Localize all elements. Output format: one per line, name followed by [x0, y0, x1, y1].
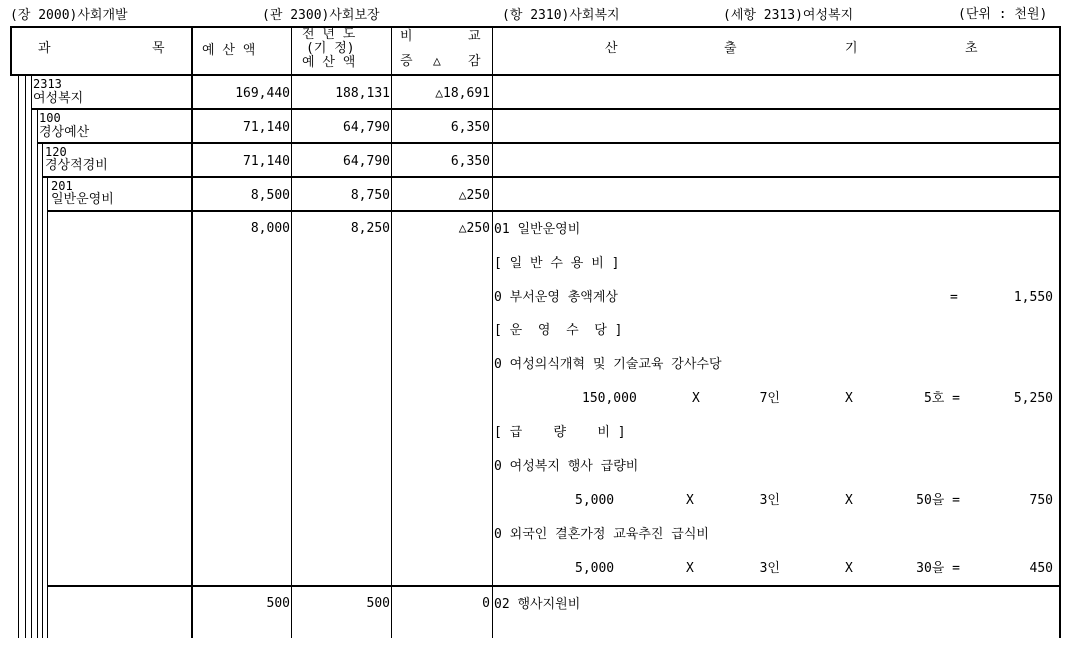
- row-budget: 71,140: [243, 154, 290, 169]
- sehang-label: (세항 2313)여성복지: [723, 8, 854, 23]
- header-cmp-1a: 비: [400, 29, 413, 44]
- row-diff: 6,350: [450, 120, 490, 135]
- calc-times: X: [686, 561, 694, 576]
- header-basis-3: 기: [845, 41, 858, 56]
- header-budget: 예 산 액: [202, 43, 256, 58]
- row-budget: 169,440: [235, 86, 290, 101]
- basis-line: 02 행사지원비: [494, 597, 581, 612]
- basis-line: 01 일반운영비: [494, 222, 581, 237]
- header-gwamok-1: 과: [38, 41, 51, 56]
- row-prev: 64,790: [343, 154, 390, 169]
- basis-amount: 450: [1029, 561, 1053, 576]
- detail-diff: △250: [458, 221, 490, 236]
- basis-line: 0 여성복지 행사 급량비: [494, 459, 639, 474]
- calc-times: X: [692, 391, 700, 406]
- row-prev: 188,131: [335, 86, 390, 101]
- header-gwamok-2: 목: [152, 41, 165, 56]
- row-diff: 6,350: [450, 154, 490, 169]
- basis-line: 0 부서운영 총액계상: [494, 290, 618, 305]
- row-diff: △18,691: [435, 86, 490, 101]
- calc-value: 5호 =: [923, 391, 960, 406]
- calc-value: 7인: [759, 391, 780, 406]
- header-basis-4: 초: [965, 41, 978, 56]
- calc-value: 50을 =: [916, 493, 960, 508]
- row-code: 2313: [33, 77, 62, 91]
- row-name: 경상적경비: [45, 158, 108, 173]
- detail-budget: 500: [266, 596, 290, 611]
- basis-line: 0 여성의식개혁 및 기술교육 강사수당: [494, 357, 722, 372]
- header-basis-1: 산: [605, 41, 618, 56]
- row-budget: 8,500: [250, 188, 290, 203]
- calc-value: 5,000: [575, 493, 615, 508]
- hang-label: (항 2310)사회복지: [502, 8, 620, 23]
- detail-prev: 8,250: [350, 221, 390, 236]
- basis-amount: 1,550: [1013, 290, 1053, 305]
- basis-line: [ 일 반 수 용 비 ]: [494, 256, 620, 271]
- header-cmp-2b: △: [433, 54, 441, 69]
- header-prev-2: (기 정): [306, 41, 355, 56]
- row-prev: 64,790: [343, 120, 390, 135]
- basis-line: 0 외국인 결혼가정 교육추진 급식비: [494, 527, 709, 542]
- header-cmp-1b: 교: [468, 29, 481, 44]
- row-name: 경상예산: [39, 125, 90, 140]
- calc-value: 30을 =: [916, 561, 960, 576]
- unit-label: (단위 : 천원): [958, 7, 1048, 22]
- detail-prev: 500: [366, 596, 390, 611]
- basis-amount: 750: [1029, 493, 1053, 508]
- header-cmp-2a: 증: [400, 54, 413, 69]
- calc-times: X: [845, 391, 853, 406]
- basis-line: [ 급 량 비 ]: [494, 425, 626, 440]
- basis-equals: =: [950, 290, 958, 305]
- row-prev: 8,750: [350, 188, 390, 203]
- calc-value: 3인: [759, 561, 780, 576]
- calc-value: 3인: [759, 493, 780, 508]
- calc-value: 5,000: [575, 561, 615, 576]
- header-cmp-2c: 감: [468, 54, 481, 69]
- row-code: 201: [51, 179, 73, 193]
- header-basis-2: 출: [724, 41, 737, 56]
- row-code: 120: [45, 145, 67, 159]
- row-name: 일반운영비: [51, 192, 114, 207]
- row-code: 100: [39, 111, 61, 125]
- detail-diff: 0: [482, 596, 490, 611]
- jang-label: (장 2000)사회개발: [10, 8, 128, 23]
- row-budget: 71,140: [243, 120, 290, 135]
- calc-times: X: [845, 561, 853, 576]
- row-name: 여성복지: [33, 91, 84, 106]
- header-prev-1: 전 년 도: [302, 27, 356, 42]
- basis-line: [ 운 영 수 당 ]: [494, 323, 623, 338]
- row-diff: △250: [458, 188, 490, 203]
- gwan-label: (관 2300)사회보장: [262, 8, 380, 23]
- calc-value: 150,000: [582, 391, 637, 406]
- header-prev-3: 예 산 액: [302, 55, 356, 70]
- detail-budget: 8,000: [250, 221, 290, 236]
- basis-amount: 5,250: [1013, 391, 1053, 406]
- calc-times: X: [686, 493, 694, 508]
- calc-times: X: [845, 493, 853, 508]
